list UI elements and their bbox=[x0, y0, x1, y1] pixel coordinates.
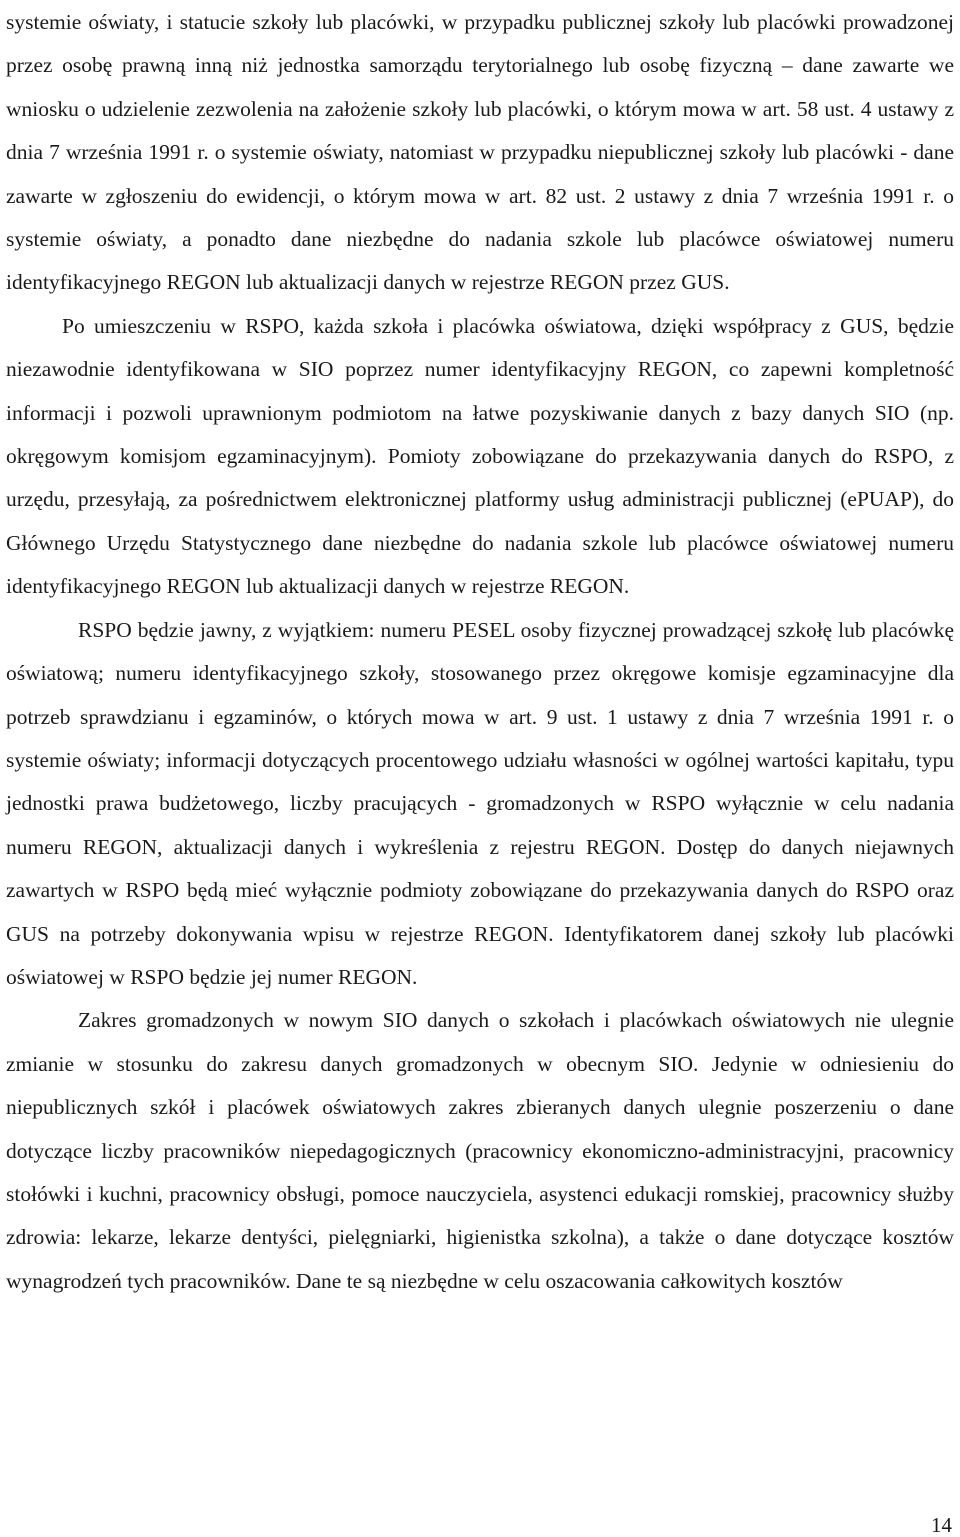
page-number: 14 bbox=[931, 1513, 952, 1537]
paragraph-data-scope: Zakres gromadzonych w nowym SIO danych o szkołach i placówkach oświatowych nie ulegnie zmianie w stosunku do zakresu danych gromadzonych w obecnym SIO. Jedynie w odniesieniu do niepublicznych szkół i placówek oświatowych zakres zbieranych danych ulegnie poszerzeniu o dane dotyczące liczby pracowników niepedagogicznych (pracownicy ekonomiczno-administracyjni, pracownicy stołówki i kuchni, pracownicy obsługi, pomoce nauczyciela, asystenci edukacji romskiej, pracownicy służby zdrowia: lekarze, lekarze dentyści, pielęgniarki, higienistka szkolna), a także o dane dotyczące kosztów wynagrodzeń tych pracowników. Dane te są niezbędne w celu oszacowania całkowitych kosztów bbox=[6, 1008, 954, 1293]
body-text bbox=[6, 1, 954, 1303]
paragraph-continued: systemie oświaty, i statucie szkoły lub placówki, w przypadku publicznej szkoły lub placówki prowadzonej przez osobę prawną inną niż jednostka samorządu terytorialnego lub osobę fizyczną – dane zawarte we wniosku o udzielenie zezwolenia na założenie szkoły lub placówki, o którym mowa w art. 58 ust. 4 ustawy z dnia 7 września 1991 r. o systemie oświaty, natomiast w przypadku niepublicznej szkoły lub placówki - dane zawarte w zgłoszeniu do ewidencji, o którym mowa w art. 82 ust. 2 ustawy z dnia 7 września 1991 r. o systemie oświaty, a ponadto dane niezbędne do nadania szkole lub placówce oświatowej numeru identyfikacyjnego REGON lub aktualizacji danych w rejestrze REGON przez GUS. bbox=[6, 10, 954, 295]
paragraph-rspo-regon: Po umieszczeniu w RSPO, każda szkoła i placówka oświatowa, dzięki współpracy z GUS, będzie niezawodnie identyfikowana w SIO poprzez numer identyfikacyjny REGON, co zapewni kompletność informacji i pozwoli uprawnionym podmiotom na łatwe pozyskiwanie danych z bazy danych SIO (np. okręgowym komisjom egzaminacyjnym). Pomioty zobowiązane do przekazywania danych do RSPO, z urzędu, przesyłają, za pośrednictwem elektronicznej platformy usług administracji publicznej (ePUAP), do Głównego Urzędu Statystycznego dane niezbędne do nadania szkole lub placówce oświatowej numeru identyfikacyjnego REGON lub aktualizacji danych w rejestrze REGON. bbox=[6, 313, 954, 599]
paragraph-rspo-public: RSPO będzie jawny, z wyjątkiem: numeru PESEL osoby fizycznej prowadzącej szkołę lub placówkę oświatową; numeru identyfikacyjnego szkoły, stosowanego przez okręgowe komisje egzaminacyjne dla potrzeb sprawdzianu i egzaminów, o których mowa w art. 9 ust. 1 ustawy z dnia 7 września 1991 r. o systemie oświaty; informacji dotyczących procentowego udziału własności w ogólnej wartości kapitału, typu jednostki prawa budżetowego, liczby pracujących - gromadzonych w RSPO wyłącznie w celu nadania numeru REGON, aktualizacji danych i wykreślenia z rejestru REGON. Dostęp do danych niejawnych zawartych w RSPO będą mieć wyłącznie podmioty zobowiązane do przekazywania danych do RSPO oraz GUS na potrzeby dokonywania wpisu w rejestrze REGON. Identyfikatorem danej szkoły lub placówki oświatowej w RSPO będzie jej numer REGON. bbox=[6, 617, 954, 989]
